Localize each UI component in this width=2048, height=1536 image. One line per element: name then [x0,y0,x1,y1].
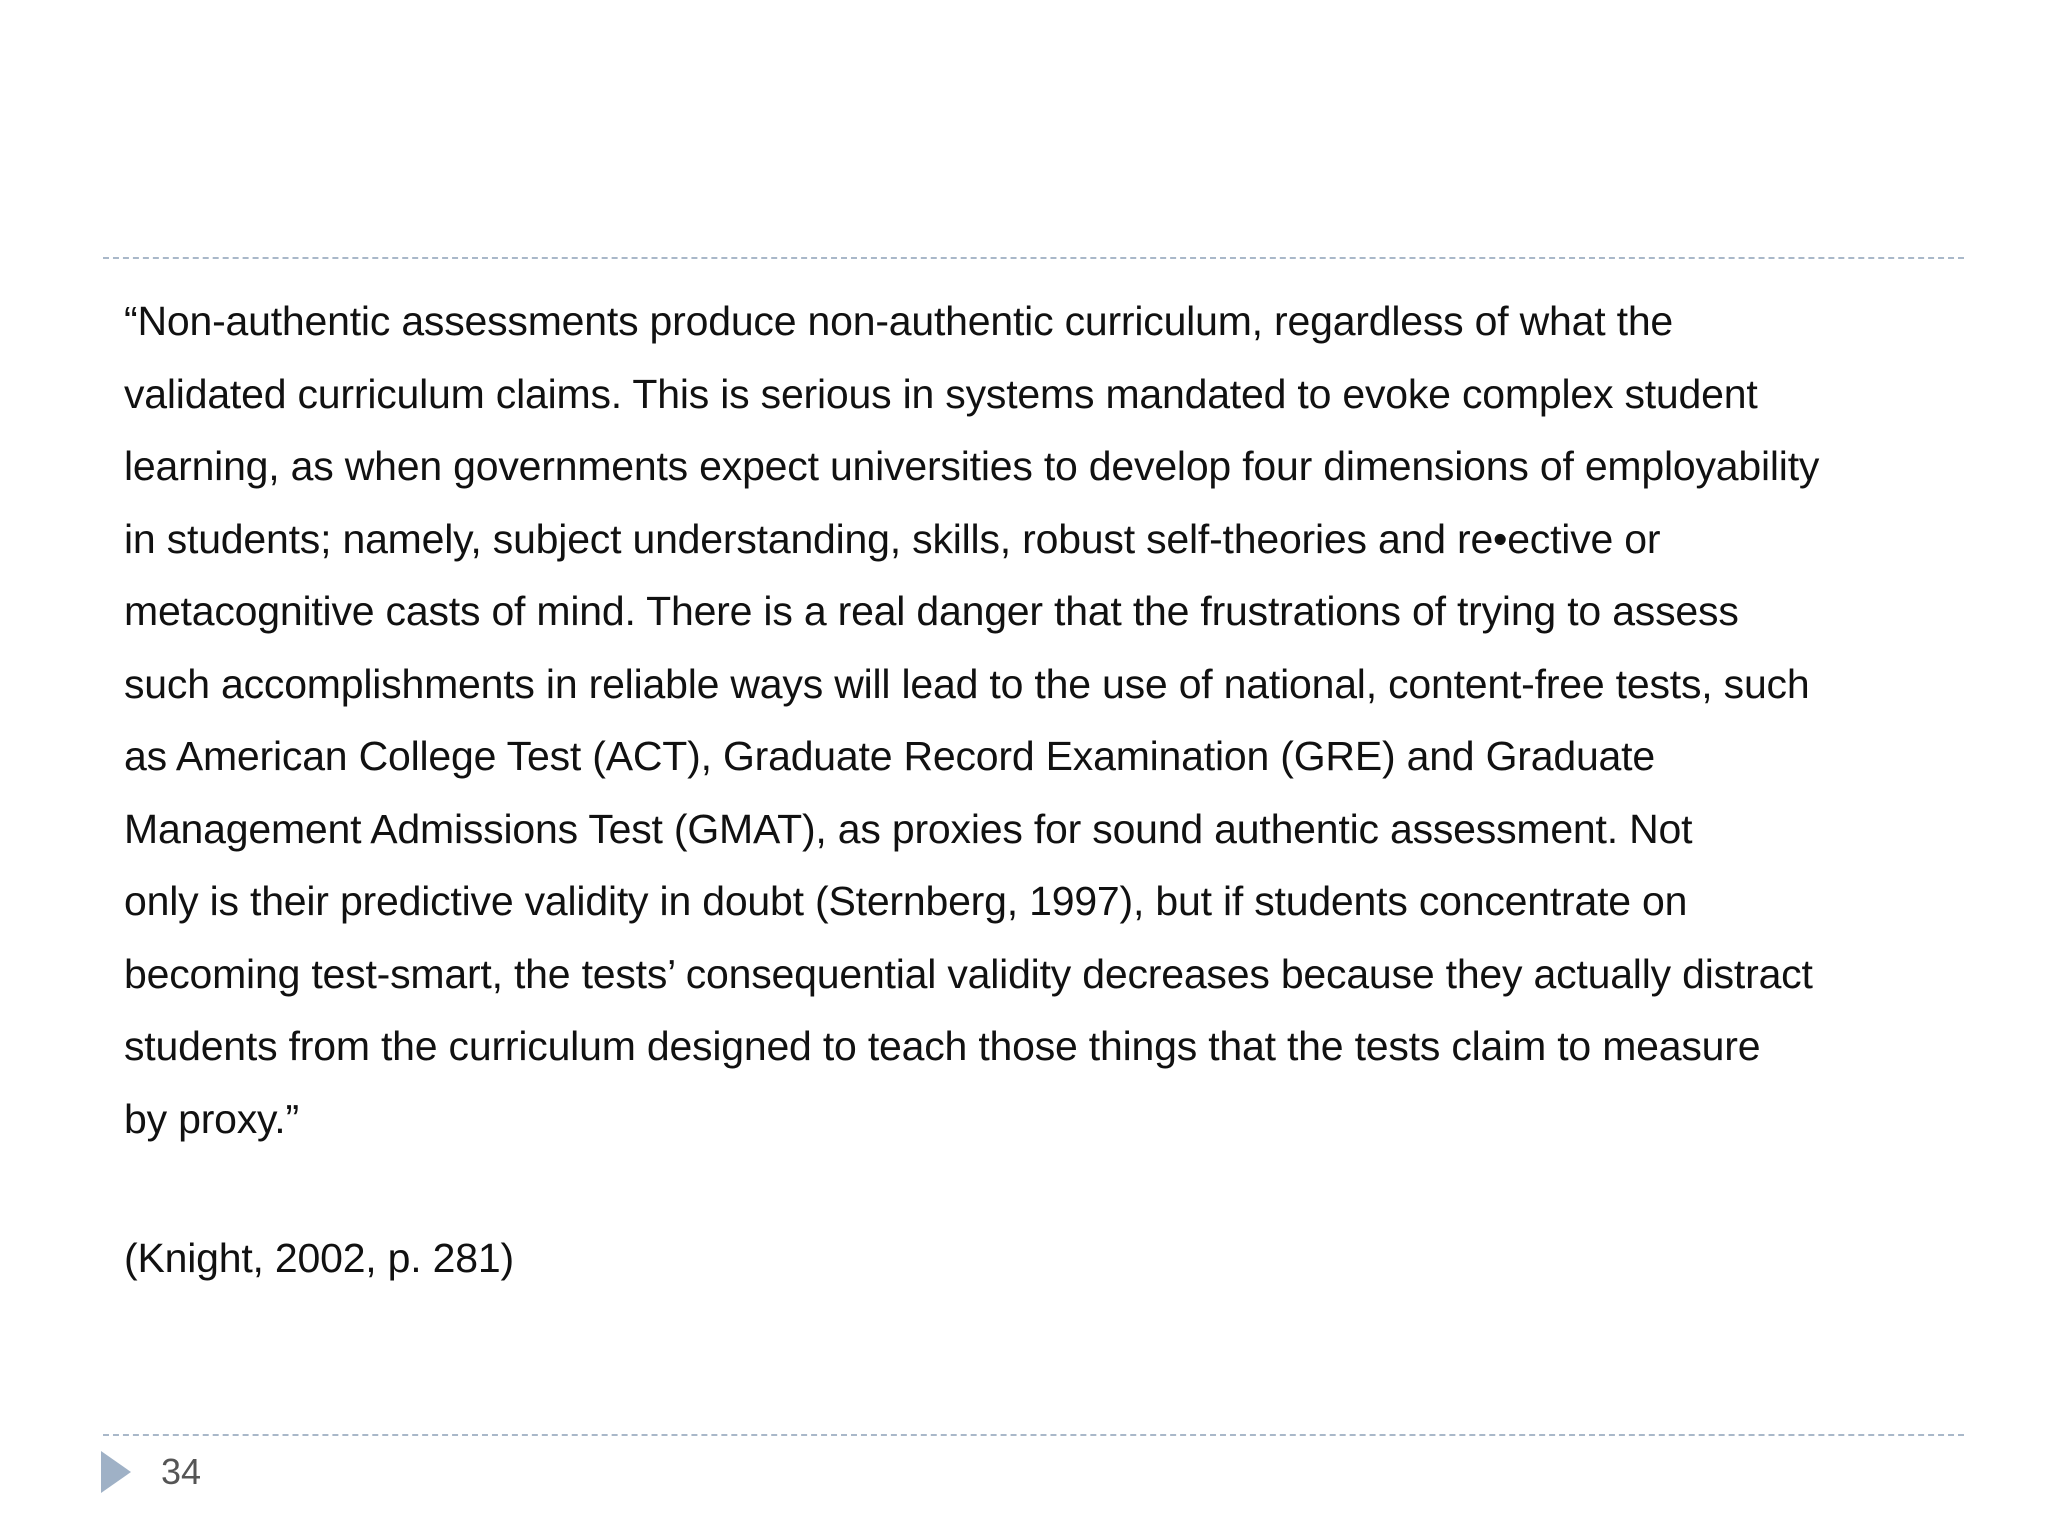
quote-line: only is their predictive validity in doubt (Sternberg, 1997), but if students concentrate on [124,878,1688,924]
slide-footer [101,1447,201,1497]
quote-line: “Non-authentic assessments produce non-authentic curriculum, regardless of what the [124,298,1674,344]
quote-line: students from the curriculum designed to teach those things that the tests claim to measure [124,1023,1761,1069]
quote-line: validated curriculum claims. This is serious in systems mandated to evoke complex student [124,370,1758,417]
quote-line: metacognitive casts of mind. There is a real danger that the frustrations of trying to assess [124,588,1739,634]
citation: (Knight, 2002, p. 281) [124,1235,514,1281]
quote-line: by proxy.” [124,1095,299,1142]
quote-line: as American College Test (ACT), Graduate Record Examination (GRE) and Graduate [124,733,1655,779]
bottom-divider [103,1434,1964,1436]
triangle-right-icon [101,1451,131,1493]
quote-line: learning, as when governments expect universities to develop four dimensions of employability [124,443,1820,489]
quote-line: Management Admissions Test (GMAT), as proxies for sound authentic assessment. Not [124,805,1693,852]
quote-line: in students; namely, subject understanding, skills, robust self-theories and re•ective or [124,515,1661,562]
slide-number: 34 [161,1451,202,1492]
quote-text [124,285,1964,1155]
top-divider [103,257,1964,259]
quote-line: such accomplishments in reliable ways will lead to the use of national, content-free tests, such [124,660,1810,707]
quote-line: becoming test-smart, the tests’ consequential validity decreases because they actually distract [124,950,1813,997]
